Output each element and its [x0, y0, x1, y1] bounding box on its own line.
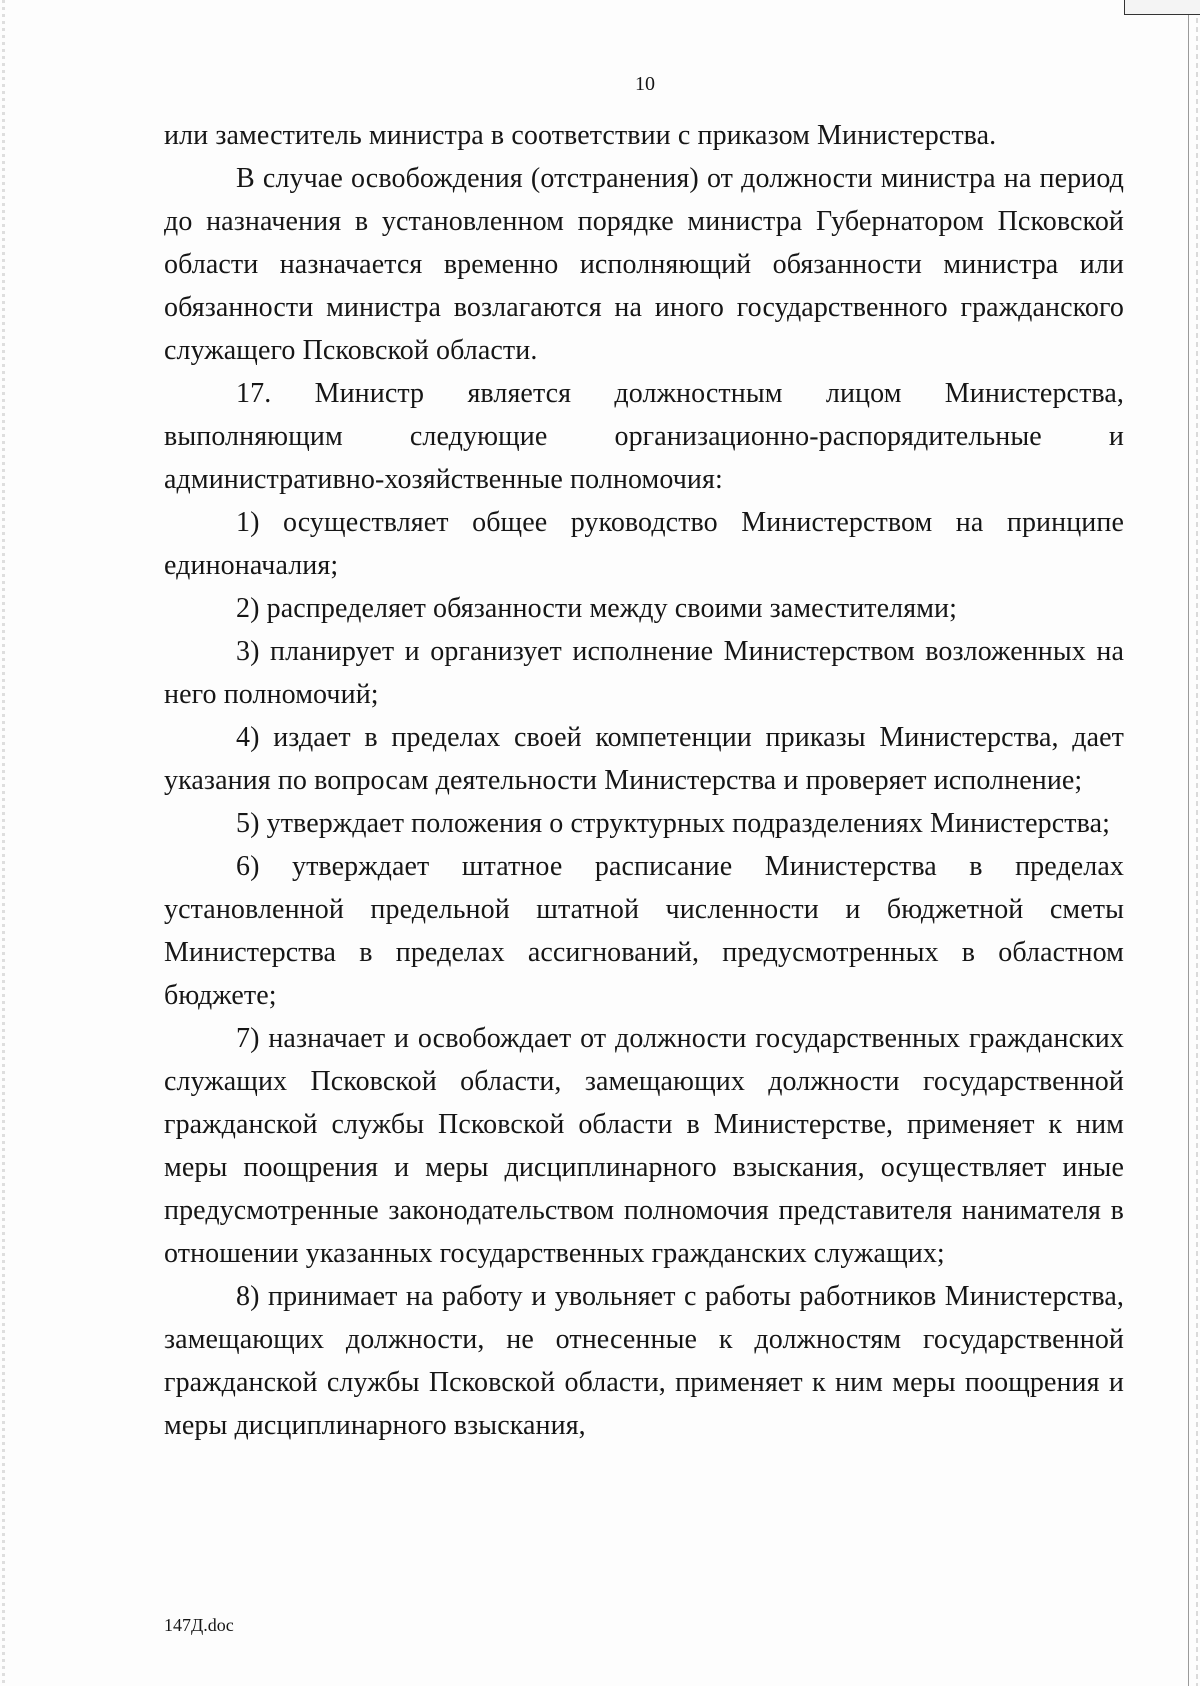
list-item-1: 1) осуществляет общее руководство Министерством на принципе единоначалия; [164, 507, 1124, 581]
paragraph-continuation: или заместитель министра в соответствии с приказом Министерства. [164, 120, 997, 151]
page-number: 10 [635, 73, 655, 95]
scan-right-edge [1196, 0, 1198, 1686]
list-item-4: 4) издает в пределах своей компетенции приказы Министерства, дает указания по вопросам деятельности Министерства и проверяет исполнение; [164, 722, 1124, 796]
paragraph-17: 17. Министр является должностным лицом Министерства, выполняющим следующие организационно-распорядительные и административно-хозяйственные полномочия: [164, 378, 1124, 495]
list-item-5: 5) утверждает положения о структурных подразделениях Министерства; [236, 808, 1110, 839]
list-item-2: 2) распределяет обязанности между своими заместителями; [236, 593, 958, 624]
list-item-6: 6) утверждает штатное расписание Министерства в пределах установленной предельной штатной численности и бюджетной сметы Министерства в пределах ассигнований, предусмотренных в областном бюджете; [164, 851, 1124, 1011]
list-item-3: 3) планирует и организует исполнение Министерством возложенных на него полномочий; [164, 636, 1124, 710]
scan-corner-frame [1124, 0, 1200, 15]
document-body [164, 114, 1124, 1447]
paragraph-dismissal: В случае освобождения (отстранения) от должности министра на период до назначения в установленном порядке министра Губернатором Псковской области назначается временно исполняющий обязанности министра или обязанности министра возлагаются на иного государственного гражданского служащего Псковской области. [164, 163, 1124, 366]
scan-left-edge [2, 0, 5, 1686]
list-item-8: 8) принимает на работу и увольняет с работы работников Министерства, замещающих должности, не отнесенные к должностям государственной гражданской службы Псковской области, применяет к ним меры поощрения и меры дисциплинарного взыскания, [164, 1281, 1124, 1441]
footer-filename: 147Д.doc [164, 1615, 234, 1635]
list-item-7: 7) назначает и освобождает от должности государственных гражданских служащих Псковской области, замещающих должности государственной гражданской службы Псковской области в Министерстве, применяет к ним меры поощрения и меры дисциплинарного взыскания, осуществляет иные предусмотренные законодательством полномочия представителя нанимателя в отношении указанных государственных гражданских служащих; [164, 1023, 1124, 1269]
scan-right-border [1188, 0, 1189, 1686]
